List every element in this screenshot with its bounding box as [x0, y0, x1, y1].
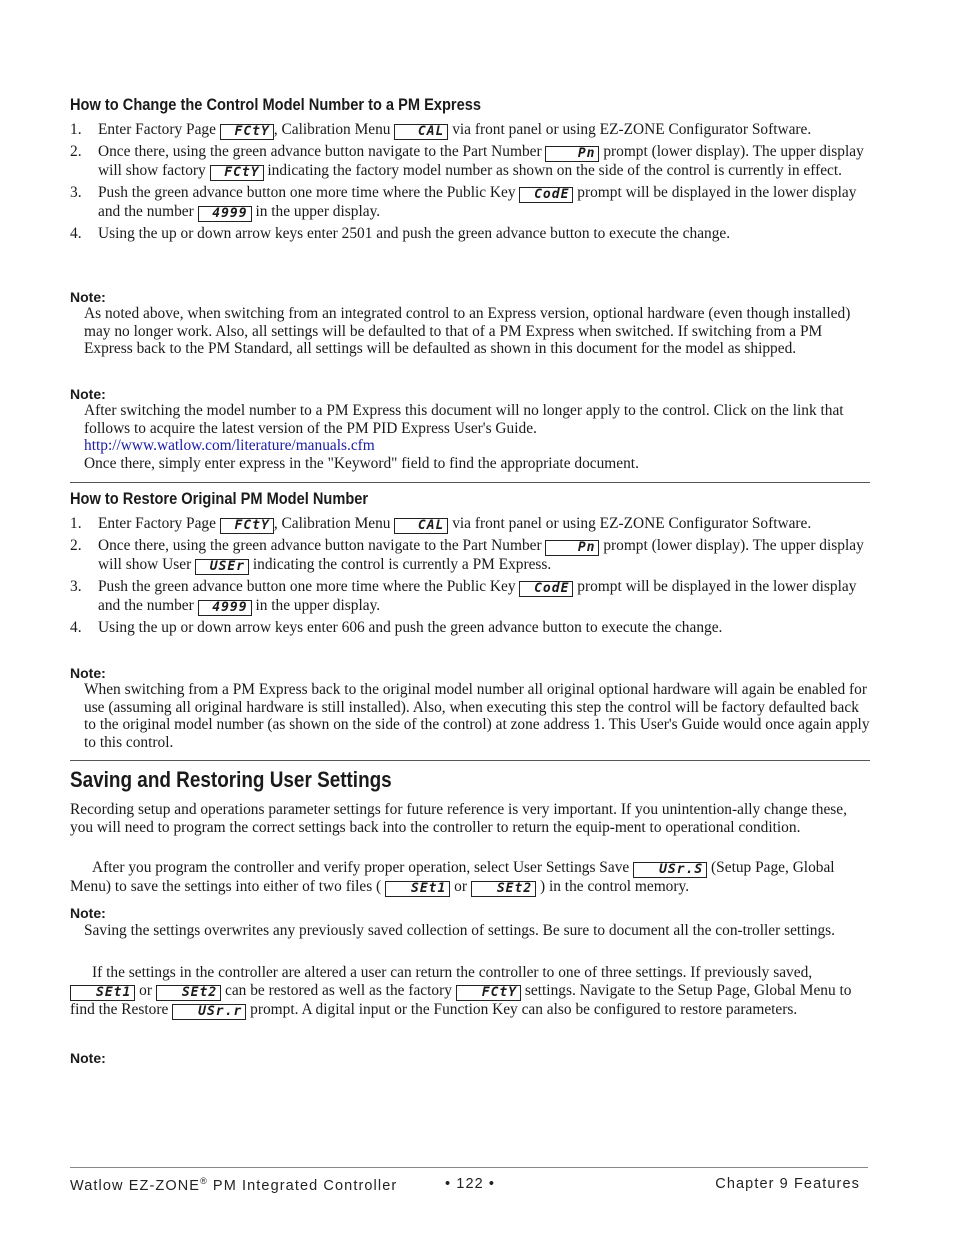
text: Once there, using the green advance button navigate to the Part Number: [98, 537, 546, 554]
text: If the settings in the controller are altered a user can return the controller to one of three settings. If previously saved,: [92, 964, 813, 981]
text: can be restored as well as the factory: [221, 981, 456, 999]
lcd-prompt-fcty: FCtY: [456, 985, 521, 1001]
lcd-prompt-cal: CAL: [394, 518, 448, 534]
lcd-prompt-code: CodE: [519, 581, 573, 597]
footer-product: [70, 1176, 397, 1194]
list-number: 1.: [70, 515, 82, 532]
text: , Calibration Menu: [273, 515, 395, 532]
section-heading: How to Restore Original PM Model Number: [70, 489, 369, 508]
registered-mark: ®: [200, 1176, 208, 1186]
list-item: [70, 619, 870, 637]
page-number: • 122 •: [445, 1176, 496, 1192]
text: prompt (lower display). The upper display will show User: [98, 537, 864, 573]
lcd-prompt-set1: SEt1: [70, 985, 135, 1001]
lcd-prompt-set2: SEt2: [156, 985, 221, 1001]
list-item: [70, 121, 870, 140]
note-block: [84, 402, 874, 472]
text: or: [450, 878, 471, 895]
text: prompt. A digital input or the Function Key can also be configured to restore parameters.: [246, 1000, 798, 1018]
footer-divider: [70, 1167, 868, 1168]
list-item: [70, 143, 870, 181]
text: Using the up or down arrow keys enter 2501 and push the green advance button to execute the change.: [98, 225, 731, 242]
list-item: [70, 537, 870, 575]
text: Push the green advance button one more time where the Public Key: [98, 578, 520, 595]
text: indicating the factory model number as shown on the side of the control is currently in effect.: [263, 162, 842, 179]
text: Once there, using the green advance button navigate to the Part Number: [98, 143, 546, 160]
section-heading: How to Change the Control Model Number to a PM Express: [70, 95, 482, 114]
text: Push the green advance button one more time where the Public Key: [98, 184, 520, 201]
lcd-prompt-fcty: FCtY: [220, 124, 274, 140]
lcd-prompt-user: USEr: [195, 559, 249, 575]
text: Enter Factory Page: [98, 121, 220, 138]
list-number: 4.: [70, 619, 82, 636]
lcd-prompt-set1: SEt1: [385, 881, 450, 897]
lcd-prompt-usr-s: USr.S: [633, 862, 707, 878]
list-item: [70, 578, 870, 616]
text: prompt (lower display). The upper display will show factory: [98, 143, 864, 179]
text: After you program the controller and verify proper operation, select User Settings Save: [92, 859, 634, 876]
list-number: 3.: [70, 184, 82, 201]
lcd-prompt-fcty: FCtY: [220, 518, 274, 534]
lcd-prompt-code: CodE: [519, 187, 573, 203]
text: settings. Navigate to the Setup Page, Global Menu to find the Restore: [70, 981, 852, 1018]
note-text: Saving the settings overwrites any previously saved collection of settings. Be sure to document all the con-troller settings.: [84, 922, 835, 939]
list-number: 4.: [70, 225, 82, 242]
note-text: Once there, simply enter express in the "Keyword" field to find the appropriate document.: [84, 454, 639, 472]
lcd-prompt-pn: Pn: [545, 540, 599, 556]
text: Enter Factory Page: [98, 515, 220, 532]
note-label: Note:: [70, 289, 106, 305]
footer-brand: Watlow EZ-ZONE: [70, 1177, 201, 1194]
note-text: As noted above, when switching from an integrated control to an Express version, optional hardware (even though installed) may no longer work. Also, all settings will be defaulted to that of a PM Express when switched. If switching from a PM Express back to the PM Standard, all settings will be defaulted as shown in this document for the model as shipped.: [84, 305, 851, 358]
lcd-prompt-4999: 4999: [198, 206, 252, 222]
text: , Calibration Menu: [273, 121, 395, 138]
text: (Setup Page, Global Menu) to save the settings into either of two files (: [70, 859, 835, 895]
text: indicating the control is currently a PM Express.: [249, 556, 552, 573]
text: prompt will be displayed in the lower display and the number: [98, 184, 857, 220]
footer-product-name: PM Integrated Controller: [207, 1177, 398, 1194]
list-item: [70, 225, 870, 243]
lcd-prompt-cal: CAL: [394, 124, 448, 140]
note-label: Note:: [70, 905, 106, 921]
note-text: When switching from a PM Express back to the original model number all original optional hardware will again be enabled for use (assuming all original hardware is still installed). Also, when executing this step the control will be factory defaulted back to the original model number (as shown on the side of the control) at zone address 1. This User's Guide would once again apply to this control.: [84, 681, 870, 751]
list-number: 1.: [70, 121, 82, 138]
lcd-prompt-set2: SEt2: [471, 881, 536, 897]
note-label: Note:: [70, 1050, 106, 1066]
text: or: [135, 981, 156, 999]
note-label: Note:: [70, 386, 106, 402]
text: Using the up or down arrow keys enter 606 and push the green advance button to execute the change.: [98, 619, 723, 636]
lcd-prompt-pn: Pn: [545, 146, 599, 162]
divider: [70, 760, 870, 761]
numbered-list: [70, 121, 870, 243]
manuals-link[interactable]: http://www.watlow.com/literature/manuals.cfm: [84, 437, 375, 455]
section-title: Saving and Restoring User Settings: [70, 767, 392, 792]
list-number: 2.: [70, 537, 82, 554]
paragraph: [70, 964, 870, 1020]
lcd-prompt-usr-r: USr.r: [172, 1004, 246, 1020]
list-number: 3.: [70, 578, 82, 595]
divider: [70, 482, 870, 483]
lcd-prompt-fcty: FCtY: [210, 165, 264, 181]
note-label: Note:: [70, 665, 106, 681]
numbered-list: [70, 515, 870, 637]
text: prompt will be displayed in the lower display and the number: [98, 578, 857, 614]
text: via front panel or using EZ-ZONE Configurator Software.: [448, 515, 812, 532]
list-number: 2.: [70, 143, 82, 160]
text: ) in the control memory.: [536, 878, 690, 895]
note-text: After switching the model number to a PM Express this document will no longer apply to the control. Click on the link that follows to acquire the latest version of the PM PID Express User's Guide.: [84, 402, 844, 437]
text: via front panel or using EZ-ZONE Configurator Software.: [448, 121, 812, 138]
text: in the upper display.: [251, 203, 381, 220]
chapter-label: Chapter 9 Features: [715, 1176, 860, 1192]
paragraph: [70, 859, 870, 897]
paragraph: Recording setup and operations parameter settings for future reference is very important. If you unintention-ally change these, you will need to program the correct settings back into the controller to return the equip-ment to operational condition.: [70, 801, 847, 836]
list-item: [70, 515, 870, 534]
list-item: [70, 184, 870, 222]
lcd-prompt-4999: 4999: [198, 600, 252, 616]
text: in the upper display.: [251, 597, 381, 614]
